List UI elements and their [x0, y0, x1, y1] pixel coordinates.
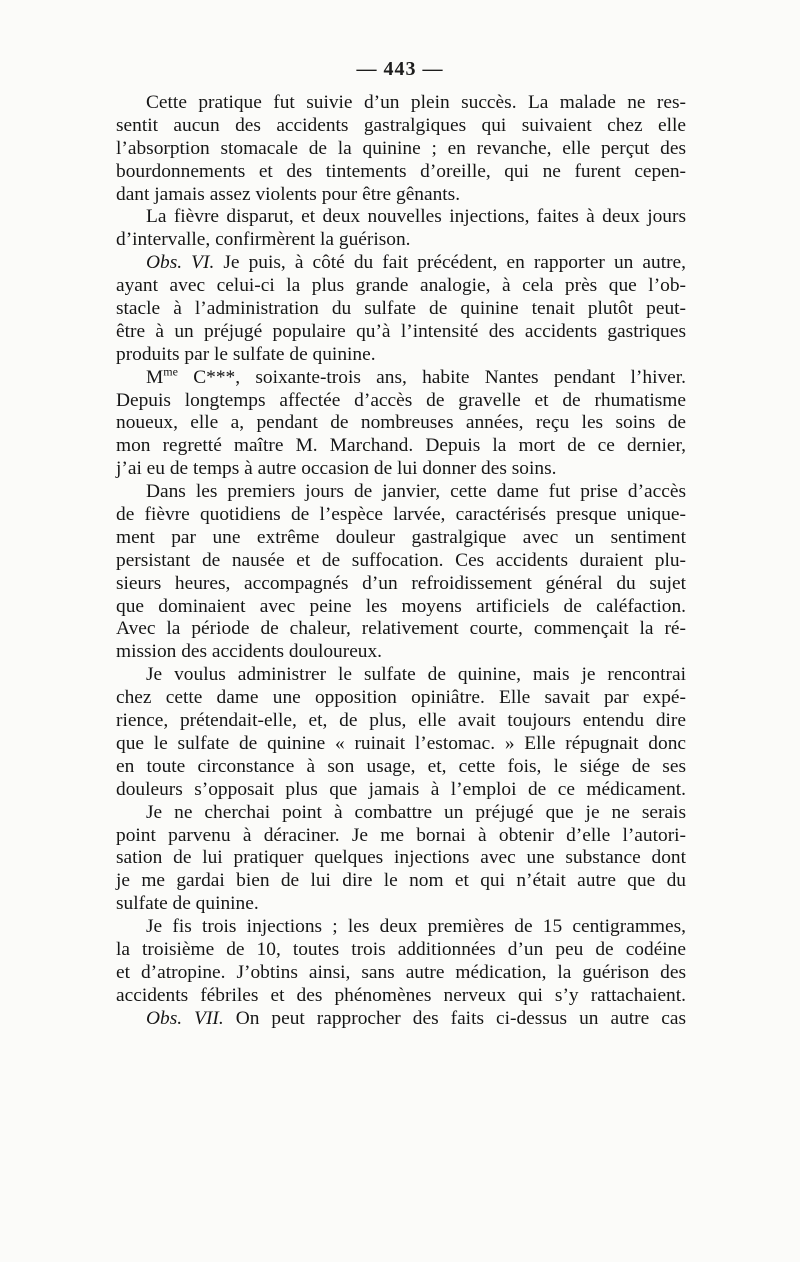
observation-label: Obs. VI.	[146, 252, 215, 274]
text-line: $M^{me}$ C***, soixante-trois ans, habite Nantes pendant l’hiver.	[146, 364, 686, 388]
text-line: Cette pratique fut suivie d’un plein succès. La malade ne res-	[146, 92, 686, 113]
text-line: être à un préjugé populaire qu’à l’intensité des accidents gastriques	[116, 320, 686, 342]
text-line: sieurs heures, accompagnés d’un refroidissement général du sujet	[116, 572, 686, 594]
text-line: Obs. VII. On peut rapprocher des faits ci-dessus un autre cas	[146, 1007, 687, 1029]
text-line: j’ai eu de temps à autre occasion de lui donner des soins.	[116, 458, 557, 480]
text-line: accidents fébriles et des phénomènes nerveux qui s’y rattachaient.	[116, 984, 686, 1006]
text-line: ayant avec celui-ci la plus grande analogie, à cela près que l’ob-	[116, 275, 686, 297]
text-line: ment par une extrême douleur gastralgique avec un sentiment	[116, 526, 686, 548]
observation-label: Obs. VII.	[146, 1007, 224, 1029]
text-line: persistant de nausée et de suffocation. Ces accidents duraient plu-	[116, 549, 686, 571]
text-line: sation de lui pratiquer quelques injections avec une substance dont	[116, 847, 686, 869]
text-line: que dominaient avec peine les moyens artificiels de caléfaction.	[116, 595, 686, 617]
text-line: Depuis longtemps affectée d’accès de gravelle et de rhumatisme	[116, 389, 686, 411]
text-line: noueux, elle a, pendant de nombreuses années, reçu les soins de	[116, 412, 686, 434]
text-line: rience, prétendait-elle, et, de plus, elle avait toujours entendu dire	[116, 710, 686, 732]
text-line: Avec la période de chaleur, relativement courte, commençait la ré-	[116, 618, 686, 640]
text-line: de fièvre quotidiens de l’espèce larvée, caractérisés presque unique-	[116, 504, 686, 526]
page-number: — 443 —	[356, 58, 444, 80]
text-line: l’absorption stomacale de la quinine ; en revanche, elle perçut des	[116, 137, 686, 159]
text-line: Je voulus administrer le sulfate de quinine, mais je rencontrai	[146, 664, 686, 686]
text-line: la troisième de 10, toutes trois additionnées d’un peu de codéine	[116, 938, 686, 960]
text-line: je me gardai bien de lui dire le nom et qui n’était autre que du	[116, 870, 686, 892]
text-line: chez cette dame une opposition opiniâtre. Elle savait par expé-	[116, 687, 686, 709]
text-line: douleurs s’opposait plus que jamais à l’emploi de ce médicament.	[116, 778, 686, 800]
text-line: produits par le sulfate de quinine.	[116, 343, 376, 365]
text-line: mon regretté maître M. Marchand. Depuis la mort de ce dernier,	[116, 435, 686, 457]
text-line: dant jamais assez violents pour être gênants.	[116, 183, 461, 205]
text-line: Je fis trois injections ; les deux premières de 15 centigrammes,	[146, 916, 686, 938]
text-line: Dans les premiers jours de janvier, cette dame fut prise d’accès	[146, 481, 686, 503]
body-text	[116, 92, 686, 1031]
text-line: sulfate de quinine.	[116, 893, 259, 915]
text-line: et d’atropine. J’obtins ainsi, sans autre médication, la guérison des	[116, 961, 686, 983]
text-line: Obs. VI. Je puis, à côté du fait précédent, en rapporter un autre,	[146, 252, 686, 274]
text-line: Je ne cherchai point à combattre un préjugé que je ne serais	[146, 801, 686, 823]
text-line: sentit aucun des accidents gastralgiques qui suivaient chez elle	[116, 114, 686, 136]
text-line: stacle à l’administration du sulfate de quinine tenait plutôt peut-	[116, 298, 686, 320]
text-line: La fièvre disparut, et deux nouvelles injections, faites à deux jours	[146, 206, 686, 228]
text-line: en toute circonstance à son usage, et, cette fois, le siége de ses	[116, 755, 686, 777]
text-line: que le sulfate de quinine « ruinait l’estomac. » Elle répugnait donc	[116, 732, 686, 754]
text-line: bourdonnements et des tintements d’oreille, qui ne furent cepen-	[116, 160, 686, 182]
text-line: d’intervalle, confirmèrent la guérison.	[116, 229, 411, 251]
text-line: point parvenu à déraciner. Je me bornai à obtenir d’elle l’autori-	[116, 824, 686, 846]
text-line: mission des accidents douloureux.	[116, 641, 383, 663]
